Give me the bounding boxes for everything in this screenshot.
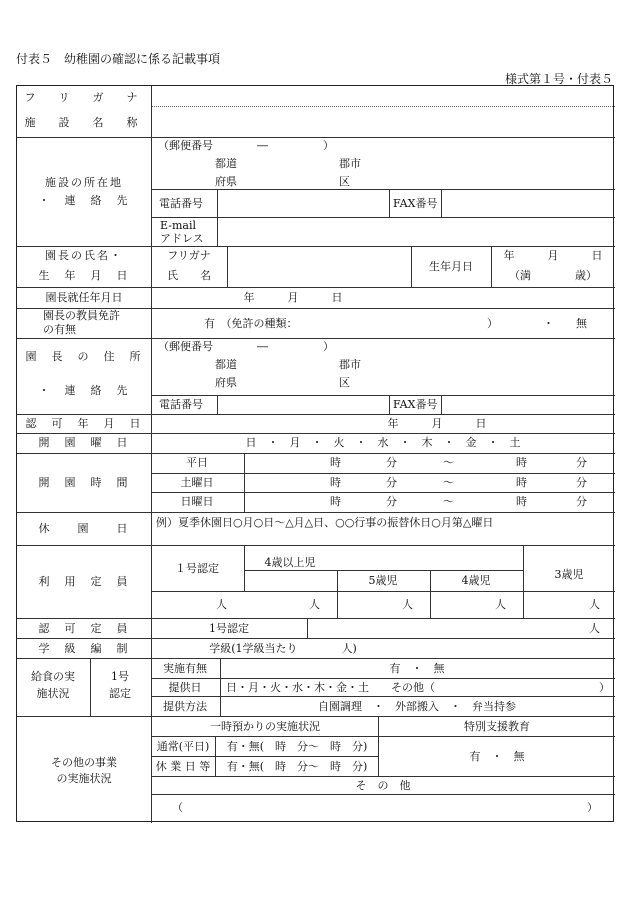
director-fuken: 府県 bbox=[215, 376, 237, 389]
meal-days-label: 提供日 bbox=[168, 681, 202, 694]
hours-open-minute: 分 bbox=[386, 476, 397, 489]
tenure-label: 園長就任年月日 bbox=[45, 291, 123, 304]
approved-cert1-label: 1号認定 bbox=[209, 622, 249, 635]
director-address-label: 園 長 の 住 所 bbox=[25, 350, 143, 363]
facility-name-label: 施 設 名 称 bbox=[24, 116, 144, 129]
hours-close-hour: 時 bbox=[516, 476, 527, 489]
hours-open-minute: 分 bbox=[386, 456, 397, 469]
capacity-age4-unit: 人 bbox=[495, 598, 506, 611]
facility-address-label: 施設の所在地 bbox=[45, 176, 123, 189]
capacity-cert1-label: １号認定 bbox=[175, 562, 219, 575]
director-birth-ymd: 年 月 日 bbox=[503, 249, 603, 262]
facility-tel-label: 電話番号 bbox=[159, 197, 203, 210]
facility-todo: 都道 bbox=[215, 157, 237, 170]
other-label: そ の 他 bbox=[355, 779, 411, 792]
temp-weekday-value: 有・無( 時 分～ 時 分) bbox=[226, 740, 368, 753]
capacity-age3-unit: 人 bbox=[589, 598, 600, 611]
meal-days-value: 日・月・火・水・木・金・土 その他（ bbox=[226, 681, 435, 694]
capacity-cert1-unit: 人 bbox=[216, 598, 227, 611]
license-label-2: の有無 bbox=[43, 323, 76, 336]
meal-impl-label: 実施有無 bbox=[163, 662, 207, 675]
approved-capacity-label: 認 可 定 員 bbox=[38, 622, 130, 635]
director-age: （満 歳） bbox=[509, 269, 597, 282]
hours-separator: ～ bbox=[443, 476, 454, 489]
hours-separator: ～ bbox=[443, 456, 454, 469]
special-edu-label: 特別支援教育 bbox=[464, 720, 530, 733]
hours-open-minute: 分 bbox=[386, 495, 397, 508]
license-close: ） bbox=[487, 317, 498, 330]
facility-contact-label: ・ 連 絡 先 bbox=[38, 194, 130, 207]
license-yes: 有 （免許の種類： bbox=[204, 317, 298, 330]
facility-name-field[interactable] bbox=[157, 109, 609, 133]
other-services-label-2: の実施状況 bbox=[56, 772, 112, 785]
temp-care-label: 一時預かりの実施状況 bbox=[210, 720, 320, 733]
meal-method-value: 自園調理 ・ 外部搬入 ・ 弁当持参 bbox=[318, 700, 516, 713]
director-birthdate-label: 生年月日 bbox=[429, 260, 473, 273]
director-gunshi: 郡市 bbox=[339, 358, 361, 371]
capacity-age5-label: 5歳児 bbox=[368, 574, 398, 587]
director-ku: 区 bbox=[339, 376, 350, 389]
meal-impl-value: 有 ・ 無 bbox=[389, 662, 445, 675]
approval-ymd: 年 月 日 bbox=[387, 417, 487, 430]
director-tel-label: 電話番号 bbox=[159, 398, 203, 411]
meal-cert-label-2: 認定 bbox=[109, 687, 131, 700]
other-paren-open: （ bbox=[172, 801, 183, 814]
approval-date-label: 認 可 年 月 日 bbox=[25, 417, 143, 430]
facility-email-label-2: アドレス bbox=[160, 232, 204, 245]
director-postal-code: （郵便番号 ― ） bbox=[158, 340, 334, 353]
capacity-age5-unit: 人 bbox=[402, 598, 413, 611]
hours-separator: ～ bbox=[443, 495, 454, 508]
open-days-value: 日 ・ 月 ・ 火 ・ 水 ・ 木 ・ 金 ・ 土 bbox=[245, 436, 521, 449]
tenure-ymd: 年 月 日 bbox=[243, 291, 343, 304]
classes-label: 学 級 編 制 bbox=[38, 642, 130, 655]
director-furigana-label: フリガナ bbox=[167, 249, 211, 262]
facility-furigana-label: フ リ ガ ナ bbox=[24, 91, 144, 104]
meal-method-label: 提供方法 bbox=[163, 700, 207, 713]
hours-close-hour: 時 bbox=[516, 495, 527, 508]
hours-open-hour: 時 bbox=[330, 495, 341, 508]
hours-close-minute: 分 bbox=[576, 495, 587, 508]
capacity-label: 利 用 定 員 bbox=[38, 575, 130, 588]
approved-unit: 人 bbox=[589, 622, 600, 635]
classes-value: 学級(1学級当たり 人) bbox=[209, 642, 357, 655]
hours-day: 日曜日 bbox=[180, 495, 214, 508]
open-hours-label: 開 園 時 間 bbox=[38, 476, 130, 489]
director-birth-label: 生 年 月 日 bbox=[38, 269, 130, 282]
meal-cert-label-1: 1号 bbox=[111, 670, 129, 683]
special-edu-value: 有 ・ 無 bbox=[469, 750, 525, 763]
temp-holiday-value: 有・無( 時 分～ 時 分) bbox=[226, 760, 368, 773]
director-todo: 都道 bbox=[215, 358, 237, 371]
format-number: 様式第１号・付表５ bbox=[504, 72, 613, 86]
hours-close-hour: 時 bbox=[516, 456, 527, 469]
holidays-example: 例）夏季休園日○月○日～△月△日、○○行事の振替休日○月第△曜日 bbox=[156, 516, 494, 529]
form-table bbox=[16, 85, 614, 822]
hours-open-hour: 時 bbox=[330, 476, 341, 489]
facility-fax-label: FAX番号 bbox=[393, 197, 438, 210]
temp-holiday-label: 休 業 日 等 bbox=[155, 760, 211, 773]
director-fax-label: FAX番号 bbox=[393, 398, 438, 411]
facility-postal-code: （郵便番号 ― ） bbox=[158, 139, 334, 152]
hours-day: 平日 bbox=[186, 456, 208, 469]
license-label-1: 園長の教員免許 bbox=[43, 309, 120, 322]
facility-gunshi: 郡市 bbox=[339, 157, 361, 170]
meal-label-2: 施状況 bbox=[36, 687, 70, 700]
open-days-label: 開 園 曜 日 bbox=[38, 436, 130, 449]
capacity-age3-label: 3歳児 bbox=[554, 568, 584, 581]
hours-close-minute: 分 bbox=[576, 456, 587, 469]
capacity-over4-label: 4歳以上児 bbox=[264, 556, 316, 569]
other-services-label-1: その他の事業 bbox=[51, 756, 117, 769]
capacity-age4-label: 4歳児 bbox=[461, 574, 491, 587]
license-no: ・ 無 bbox=[543, 317, 587, 330]
director-name-field-label: 氏 名 bbox=[167, 269, 211, 282]
meal-label-1: 給食の実 bbox=[31, 670, 75, 683]
temp-weekday-label: 通常(平日) bbox=[156, 740, 210, 753]
capacity-over4-unit: 人 bbox=[309, 598, 320, 611]
meal-days-close: ） bbox=[599, 681, 610, 694]
other-paren-close: ） bbox=[587, 801, 598, 814]
hours-close-minute: 分 bbox=[576, 476, 587, 489]
hours-day: 土曜日 bbox=[180, 476, 214, 489]
holidays-label: 休 園 日 bbox=[38, 522, 130, 535]
hours-open-hour: 時 bbox=[330, 456, 341, 469]
facility-ku: 区 bbox=[339, 175, 350, 188]
director-name-label: 園長の氏名・ bbox=[45, 249, 123, 262]
director-contact-label: ・ 連 絡 先 bbox=[38, 384, 130, 397]
facility-email-label-1: E-mail bbox=[160, 219, 196, 232]
document-title: 付表５ 幼稚園の確認に係る記載事項 bbox=[16, 52, 221, 66]
facility-fuken: 府県 bbox=[215, 175, 237, 188]
